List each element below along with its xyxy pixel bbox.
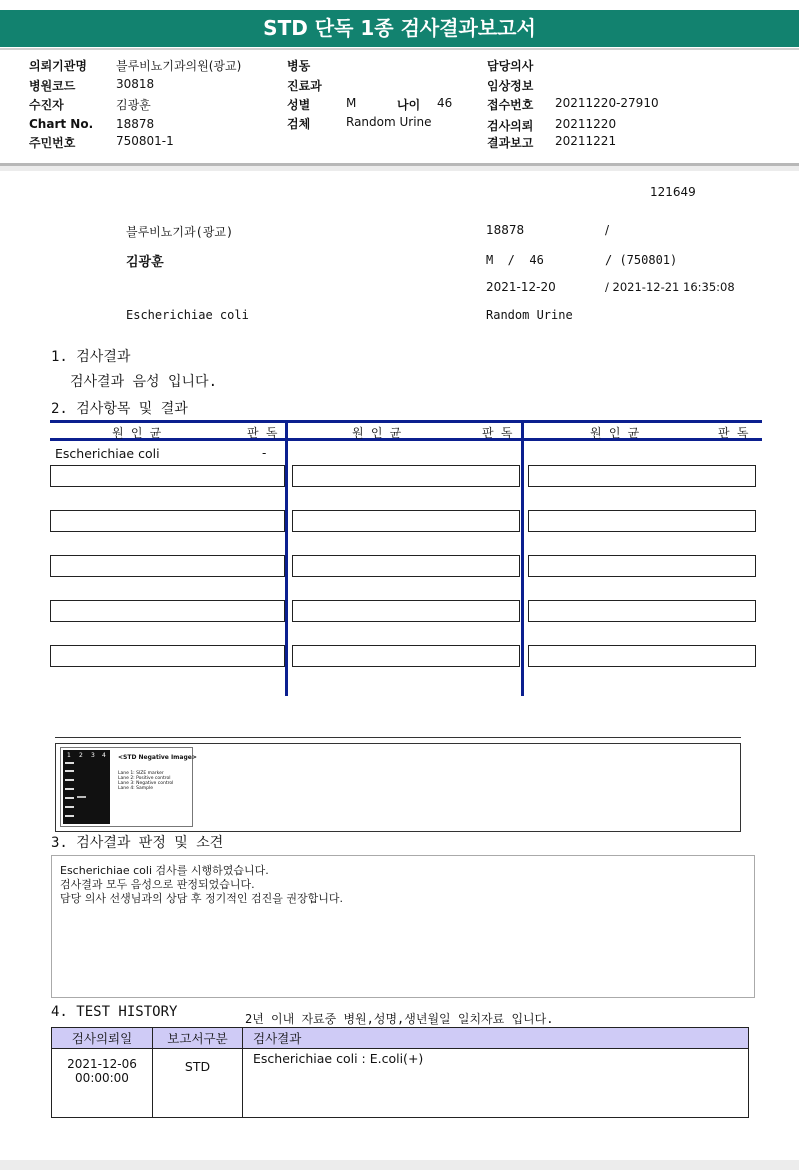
report-code: 121649 (650, 185, 696, 199)
gel-band (65, 815, 74, 817)
footer-band (0, 1160, 799, 1170)
resident-no-label: 주민번호 (29, 136, 76, 150)
lane-number: 3 (91, 752, 95, 759)
gel-band (65, 779, 74, 781)
age-value: 46 (437, 96, 453, 110)
request-date-label: 검사의뢰 (487, 119, 534, 133)
col-judgment-header: 판 독 (247, 426, 278, 440)
sex-age: M / 46 (486, 253, 544, 267)
divider (55, 737, 741, 738)
history-col-type: 보고서구분 (153, 1028, 243, 1049)
receipt-no-label: 접수번호 (487, 98, 534, 112)
resident-no-value: 750801-1 (116, 134, 174, 148)
hospital-code-value: 30818 (116, 77, 155, 91)
slash: / (605, 223, 610, 237)
empty-cell (528, 600, 756, 622)
history-date: 2021-12-06 (67, 1057, 137, 1071)
specimen-value: Random Urine (346, 115, 432, 129)
history-col-date: 검사의뢰일 (52, 1028, 153, 1049)
section2-heading: 2. 검사항목 및 결과 (51, 401, 188, 417)
section1-text: 검사결과 음성 입니다. (70, 374, 218, 390)
department-label: 진료과 (287, 79, 322, 93)
col-organism-header: 원 인 균 (352, 426, 402, 440)
section4-heading: 4. TEST HISTORY (51, 1004, 178, 1020)
patient-value: 김광훈 (116, 98, 151, 112)
section1-heading: 1. 검사결과 (51, 349, 131, 365)
col-judgment-header: 판 독 (482, 426, 513, 440)
patient-label: 수진자 (29, 98, 64, 112)
section3-heading: 3. 검사결과 판정 및 소견 (51, 835, 224, 851)
grid-column-line (521, 420, 524, 696)
history-col-result: 검사결과 (243, 1028, 749, 1049)
gel-band (77, 796, 86, 798)
divider (0, 166, 799, 171)
empty-cell (292, 600, 520, 622)
divider (0, 48, 799, 50)
table-row (52, 1049, 749, 1118)
report-title: STD 단독 1종 검사결과보고서 (263, 16, 536, 40)
history-time: 00:00:00 (75, 1071, 129, 1085)
history-table (51, 1027, 749, 1118)
col-organism-header: 원 인 균 (112, 426, 162, 440)
chart-number: 18878 (486, 223, 525, 237)
col-judgment-header: 판 독 (718, 426, 749, 440)
age-label: 나이 (397, 98, 421, 112)
history-date-cell (52, 1049, 153, 1118)
empty-cell (50, 510, 285, 532)
lane-number: 1 (67, 752, 71, 759)
empty-cell (292, 555, 520, 577)
chart-no-value: 18878 (116, 117, 155, 131)
birth-date: / (750801) (605, 253, 678, 267)
lane-number: 4 (102, 752, 106, 759)
empty-cell (50, 555, 285, 577)
organism-name: Escherichiae coli (126, 308, 249, 322)
opinion-line: 검사결과 모두 음성으로 판정되었습니다. (60, 878, 255, 891)
gel-band (65, 788, 74, 790)
ward-label: 병동 (287, 59, 311, 73)
gel-band (65, 770, 74, 772)
request-date-value: 20211220 (555, 117, 617, 131)
gel-legend-line: Lane 3: Negative control (118, 781, 174, 786)
empty-cell (292, 645, 520, 667)
receipt-no-value: 20211220-27910 (555, 96, 659, 110)
result-judgment: - (262, 446, 267, 460)
empty-cell (292, 510, 520, 532)
gel-band (65, 762, 74, 764)
col-organism-header: 원 인 균 (590, 426, 640, 440)
empty-cell (528, 465, 756, 487)
history-note: 2년 이내 자료중 병원,성명,생년월일 일치자료 입니다. (245, 1012, 554, 1026)
report-date-value: 20211221 (555, 134, 617, 148)
empty-cell (50, 465, 285, 487)
empty-cell (50, 645, 285, 667)
grid-top-line (50, 420, 762, 423)
sex-label: 성별 (287, 98, 311, 112)
doctor-label: 담당의사 (487, 59, 534, 73)
hospital-code-label: 병원코드 (29, 79, 76, 93)
gel-band (65, 797, 74, 799)
empty-cell (528, 510, 756, 532)
empty-cell (528, 555, 756, 577)
opinion-line: Escherichiae coli 검사를 시행하였습니다. (60, 864, 269, 877)
gel-legend-line: Lane 4: Sample (118, 786, 153, 791)
opinion-line: 담당 의사 선생님과의 상담 후 정기적인 검진을 권장합니다. (60, 892, 343, 905)
specimen-label: 검체 (287, 117, 311, 131)
gel-legend-title: <STD Negative Image> (118, 754, 197, 761)
gel-legend-line: Lane 1: SIZE marker (118, 771, 164, 776)
empty-cell (528, 645, 756, 667)
grid-column-line (285, 420, 288, 696)
lane-number: 2 (79, 752, 83, 759)
gel-band (65, 806, 74, 808)
empty-cell (50, 600, 285, 622)
specimen-name: Random Urine (486, 308, 573, 322)
report-datetime: / 2021-12-21 16:35:08 (605, 280, 735, 294)
institution-label: 의뢰기관명 (29, 59, 87, 73)
institution-value: 블루비뇨기과의원(광교) (116, 59, 242, 73)
history-header-row (52, 1028, 749, 1049)
report-date-label: 결과보고 (487, 136, 534, 150)
chart-no-label: Chart No. (29, 117, 94, 131)
history-result: Escherichiae coli : E.coli(+) (243, 1049, 749, 1118)
sex-value: M (346, 96, 357, 110)
gel-legend-line: Lane 2: Positive control (118, 776, 171, 781)
history-type: STD (153, 1049, 243, 1118)
empty-cell (292, 465, 520, 487)
request-date: 2021-12-20 (486, 280, 556, 294)
clinic-name: 블루비뇨기과(광교) (126, 225, 234, 239)
clinical-info-label: 임상정보 (487, 79, 534, 93)
patient-name: 김광훈 (126, 255, 164, 270)
result-organism: Escherichiae coli (55, 446, 160, 461)
